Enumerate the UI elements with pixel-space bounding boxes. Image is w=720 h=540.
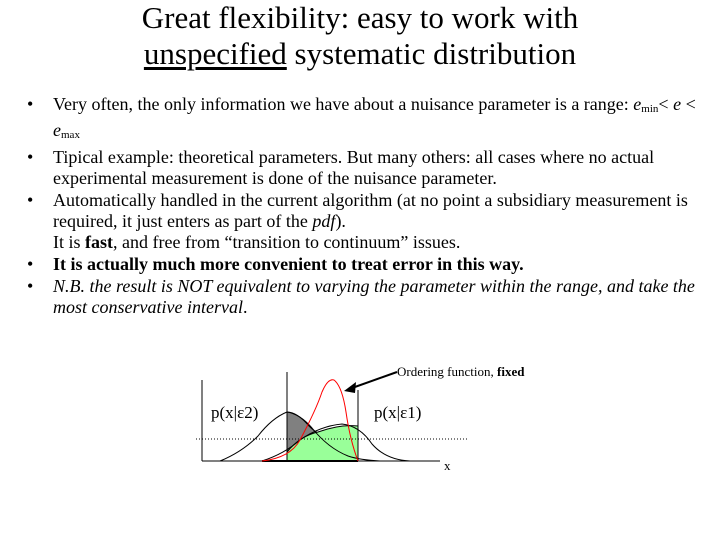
- bullet-dot-icon: •: [27, 190, 34, 210]
- ordering-arrow: [352, 372, 397, 388]
- title-line-2-rest: systematic distribution: [286, 36, 577, 71]
- label-p-x-e2: p(x|ε2): [211, 403, 259, 422]
- bullet-item: • Very often, the only information we have about a nuisance parameter is a range: $e_{min}< e < e_{max}$: [27, 94, 696, 141]
- bullet-dot-icon: •: [27, 94, 34, 114]
- bullet-dot-icon: •: [27, 147, 34, 167]
- label-p-x-e1: p(x|ε1): [374, 403, 422, 422]
- title-underlined-word: unspecified: [143, 36, 287, 71]
- bullet-item: • Automatically handled in the current algorithm (at no point a subsidiary measurement is required, it just enters as part of the pdf). It is fast, and free from “transition to continuum” issues.: [27, 190, 688, 252]
- bullet-dot-icon: •: [27, 254, 34, 274]
- title-line-1: Great flexibility: easy to work with: [141, 0, 579, 35]
- ordering-function-label: Ordering function, fixed: [397, 364, 525, 379]
- x-axis-label: x: [444, 458, 451, 473]
- arrowhead-icon: [344, 382, 356, 393]
- bullet-item: • Tipical example: theoretical parameters. But many others: all cases where no actual experimental measurement is done of the nuisance parameter.: [27, 147, 655, 188]
- bullet-dot-icon: •: [27, 276, 34, 296]
- bullet-item: • N.B. the result is NOT equivalent to varying the parameter within the range, and take the most conservative interval.: [27, 276, 695, 317]
- bullet-item: • It is actually much more convenient to treat error in this way.: [27, 254, 524, 274]
